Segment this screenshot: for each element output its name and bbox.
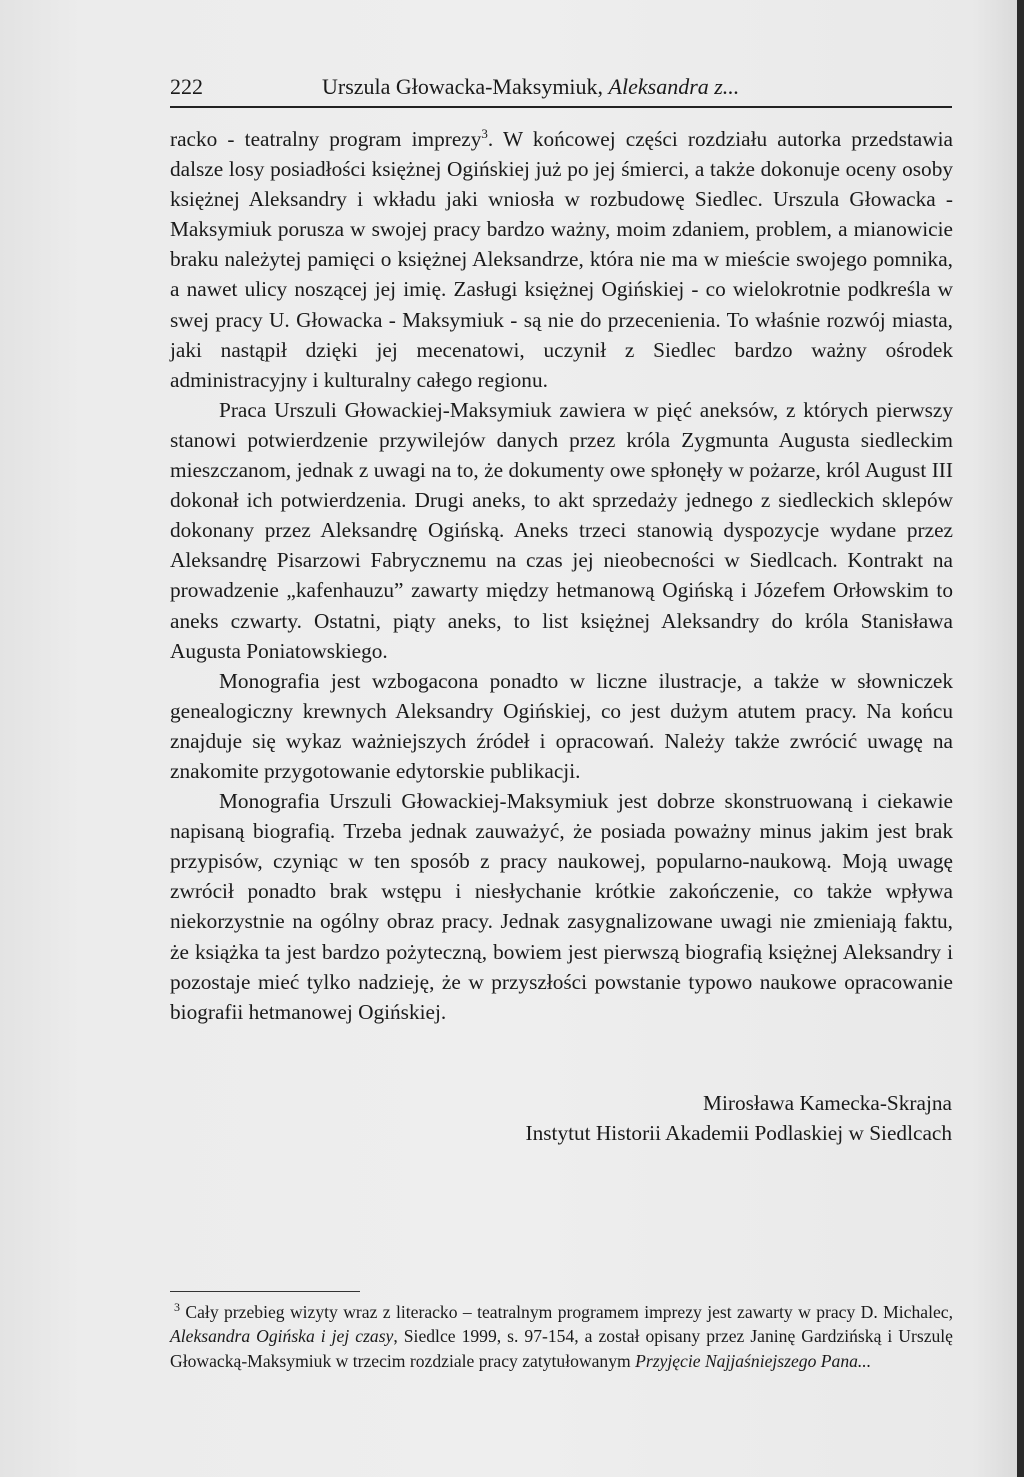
- footnote-ref: 3: [481, 125, 488, 141]
- header-rule: [170, 106, 952, 108]
- footnote-text-a: Cały przebieg wizyty wraz z literacko – teatralnym programem imprezy jest zawarty w pracy D. Michalec,: [180, 1302, 953, 1322]
- paragraph-4: Monografia Urszuli Głowackiej-Maksymiuk jest dobrze skonstruowaną i ciekawie napisaną biografią. Trzeba jednak zauważyć, że posiada poważny minus jakim jest brak przypisów, czyniąc w ten sposób z pracy naukowej, popularno-naukową. Moją uwagę zwrócił ponadto brak wstępu i niesłychanie krótkie zakończenie, co także wpływa niekorzystnie na ogólny obraz pracy. Jednak zasygnalizowane uwagi nie zmieniają faktu, że książka ta jest bardzo pożyteczną, bowiem jest pierwszą biografią księżnej Aleksandry i pozostaje mieć tylko nadzieję, że w przyszłości powstanie typowo naukowe opracowanie biografii hetmanowej Ogińskiej.: [170, 789, 953, 1024]
- footnote-text-b: , Siedlce 1999, s. 97-154, a został opisany przez Janinę Gardzińską i Urszulę Głowacką-Maksymiuk w trzecim rozdziale pracy zatytułowanym: [170, 1326, 953, 1371]
- footnote-rule: [170, 1291, 360, 1292]
- paragraph-1-rest: . W końcowej części rozdziału autorka przedstawia dalsze losy posiadłości księżnej Ogińskiej już po jej śmierci, a także dokonuje oceny osoby księżnej Aleksandry i wkładu jaki wniosła w rozbudowę Siedlec. Urszula Głowacka - Maksymiuk porusza w swojej pracy bardzo ważny, moim zdaniem, problem, a mianowicie braku należytej pamięci o księżnej Aleksandrze, która nie ma w mieście swojego pomnika, a nawet ulicy noszącej jej imię. Zasługi księżnej Ogińskiej - co wielokrotnie podkreśla w swej pracy U. Głowacka - Maksymiuk - są nie do przecenienia. To właśnie rozwój miasta, jaki nastąpił dzięki jej mecenatowi, uczynił z Siedlec bardzo ważny ośrodek administracyjny i kulturalny całego regionu.: [170, 127, 954, 392]
- footnote-number: 3: [174, 1300, 180, 1315]
- paragraph-1: [170, 124, 953, 395]
- header-title: Aleksandra z...: [608, 74, 740, 99]
- page-number: 222: [170, 74, 203, 99]
- header-author: Urszula Głowacka-Maksymiuk,: [322, 74, 609, 99]
- paragraph-3: Monografia jest wzbogacona ponadto w liczne ilustracje, a także w słowniczek genealogiczny krewnych Aleksandry Ogińskiej, co jest dużym atutem pracy. Na końcu znajduje się wykaz ważniejszych źródeł i opracowań. Należy także zwrócić uwagę na znakomite przygotowanie edytorskie publikacji.: [170, 668, 953, 783]
- signature-block: [526, 1088, 952, 1148]
- paragraph-1-start: racko - teatralny program imprezy: [170, 127, 482, 151]
- signature-institution: Instytut Historii Akademii Podlaskiej w Siedlcach: [525, 1121, 952, 1145]
- signature-name: Mirosława Kamecka-Skrajna: [703, 1091, 952, 1115]
- body-text: [170, 124, 953, 1027]
- footnote-italic-b: Przyjęcie Najjaśniejszego Pana...: [635, 1350, 872, 1371]
- footnote: [170, 1300, 953, 1373]
- paragraph-2: Praca Urszuli Głowackiej-Maksymiuk zawiera w pięć aneksów, z których pierwszy stanowi potwierdzenie przywilejów danych przez króla Zygmunta Augusta siedleckim mieszczanom, jednak z uwagi na to, że dokumenty owe spłonęły w pożarze, król August III dokonał ich potwierdzenia. Drugi aneks, to akt sprzedaży jednego z siedleckich sklepów dokonany przez Aleksandrę Ogińską. Aneks trzeci stanowią dyspozycje wydane przez Aleksandrę Pisarzowi Fabrycznemu na czas jej nieobecności w Siedlcach. Kontrakt na prowadzenie „kafenhauzu” zawarty między hetmanową Ogińską i Józefem Orłowskim to aneks czwarty. Ostatni, piąty aneks, to list księżnej Aleksandry do króla Stanisława Augusta Poniatowskiego.: [170, 397, 953, 663]
- footnote-italic-a: Aleksandra Ogińska i jej czasy: [170, 1326, 394, 1347]
- running-header: [170, 73, 950, 101]
- scan-edge: [1017, 0, 1024, 1477]
